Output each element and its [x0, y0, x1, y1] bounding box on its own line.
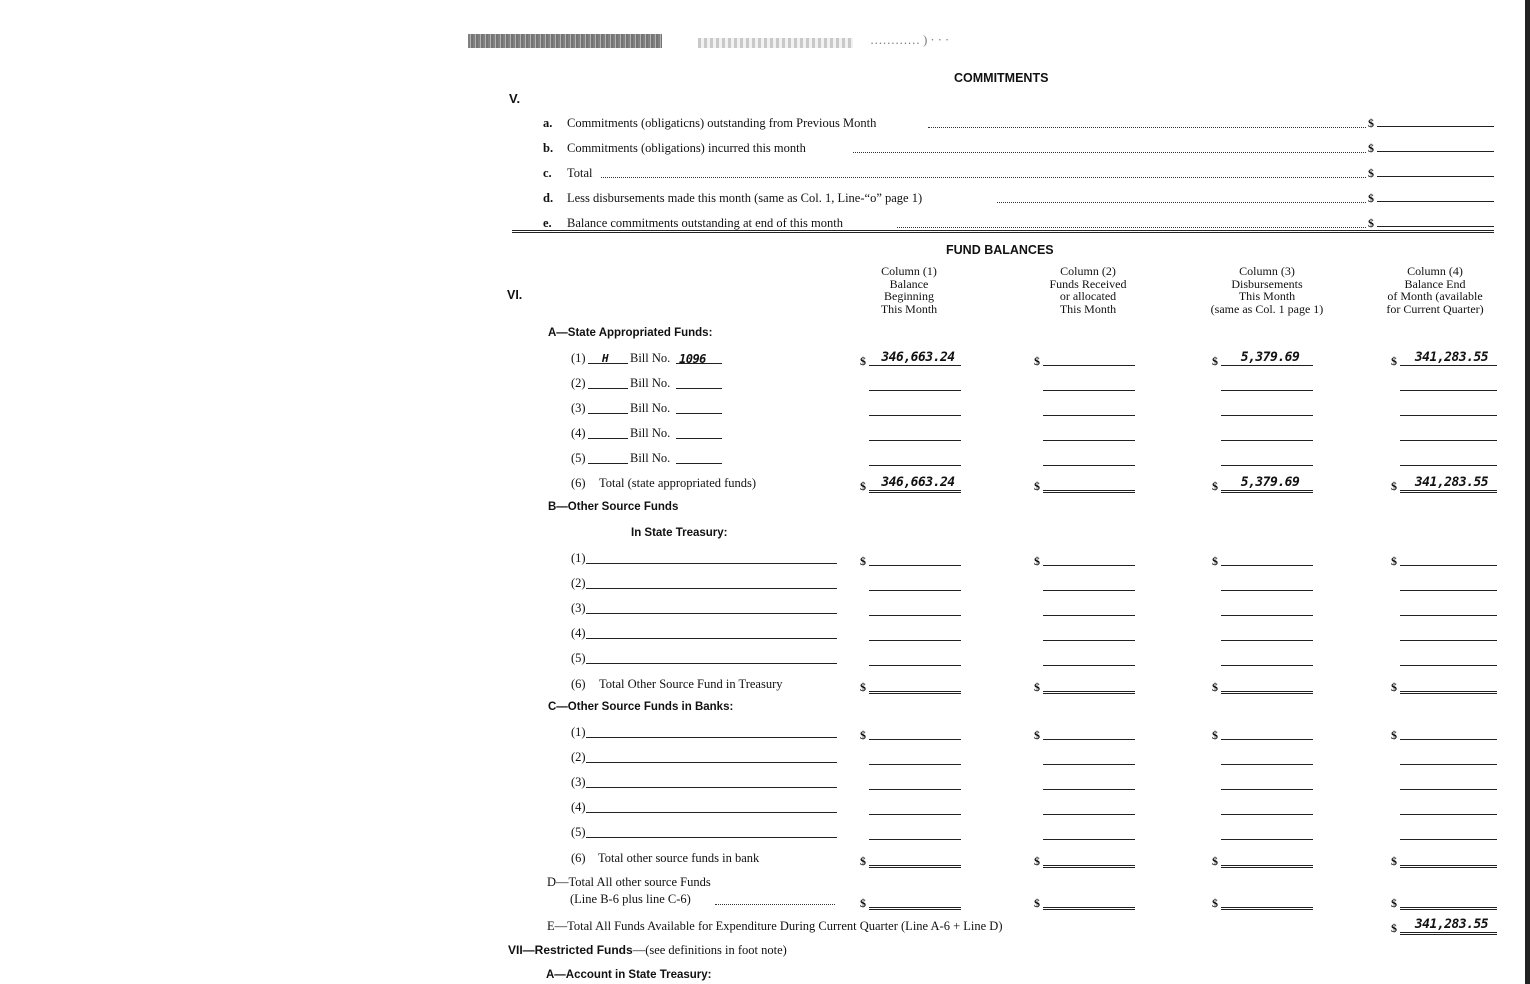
dollar-sign: $ [1034, 479, 1040, 493]
dollar-sign: $ [1034, 680, 1040, 694]
amount-underline [1400, 365, 1497, 366]
amount-underline [1043, 565, 1135, 566]
amount-underline [869, 440, 961, 441]
amount-underline [869, 764, 961, 765]
amount-underline [1043, 739, 1135, 740]
column-header-line: of Month (available [1387, 289, 1483, 303]
amount-underline [869, 865, 961, 868]
scan-smudge [468, 34, 662, 48]
bill-number-line [676, 413, 722, 414]
amount-underline [1043, 907, 1135, 910]
bill-no-label: Bill No. [630, 401, 671, 415]
amount-underline [869, 590, 961, 591]
amount-underline [1221, 590, 1313, 591]
source-name-line [586, 812, 837, 813]
page-right-edge [1525, 0, 1530, 984]
commitment-dollar-sign: $ [1368, 166, 1374, 180]
amount-underline [1221, 839, 1313, 840]
amount-underline [869, 615, 961, 616]
source-row-number: (3) [571, 601, 586, 615]
source-row-number: (4) [571, 800, 586, 814]
amount-underline [869, 739, 961, 740]
amount-underline [1400, 789, 1497, 790]
bill-prefix-value: H [602, 352, 609, 365]
dollar-sign: $ [1391, 680, 1397, 694]
section-d-leader [715, 904, 835, 905]
commitment-letter: e. [543, 216, 552, 230]
section-e-label: E—Total All Funds Available for Expenditure During Current Quarter (Line A-6 + Line D) [547, 919, 1003, 933]
dollar-sign: $ [1212, 728, 1218, 742]
commitment-letter: a. [543, 116, 553, 130]
column-header-line: or allocated [1059, 289, 1117, 303]
commitment-text: Commitments (obligaticns) outstanding from Previous Month [567, 116, 877, 130]
bill-prefix-line [588, 388, 628, 389]
total-row-number: (6) [571, 677, 586, 691]
scan-noise-text: ………… ) · · · [870, 33, 950, 47]
amount-underline [1043, 789, 1135, 790]
amount-underline [1400, 907, 1497, 910]
amount-underline [1043, 691, 1135, 694]
column-1-header [829, 265, 989, 315]
source-name-line [586, 563, 837, 564]
dollar-sign: $ [860, 479, 866, 493]
amount-underline [1400, 465, 1497, 466]
commitment-text: Commitments (obligations) incurred this month [567, 141, 806, 155]
commitment-dollar-sign: $ [1368, 191, 1374, 205]
amount-underline [869, 839, 961, 840]
amount-underline [1221, 415, 1313, 416]
commitment-letter: d. [543, 191, 554, 205]
commitments-title: COMMITMENTS [954, 71, 1049, 85]
amount-underline [1221, 565, 1313, 566]
dollar-sign: $ [1212, 354, 1218, 368]
amount-underline [1221, 789, 1313, 790]
amount-underline [869, 365, 961, 366]
dollar-sign: $ [1212, 680, 1218, 694]
amount-underline [1400, 615, 1497, 616]
amount-underline [1400, 691, 1497, 694]
amount-value: 341,283.55 [1414, 475, 1489, 490]
bill-prefix-line [588, 438, 628, 439]
amount-underline [1043, 865, 1135, 868]
fund-balances-title: FUND BALANCES [946, 243, 1054, 257]
amount-value: 341,283.55 [1414, 350, 1489, 365]
amount-underline [1221, 390, 1313, 391]
column-header-line: for Current Quarter) [1386, 301, 1484, 316]
bill-row-number: (3) [571, 401, 586, 415]
total-label: Total other source funds in bank [598, 851, 760, 865]
amount-underline [1221, 691, 1313, 694]
column-header-line: This Month [880, 301, 938, 316]
bill-number-line [676, 463, 722, 464]
bill-no-label: Bill No. [630, 351, 671, 365]
dollar-sign: $ [860, 354, 866, 368]
column-header-line: Balance [889, 276, 929, 291]
dollar-sign: $ [860, 854, 866, 868]
source-name-line [586, 837, 837, 838]
amount-underline [1043, 390, 1135, 391]
commitment-dollar-sign: $ [1368, 116, 1374, 130]
amount-underline [869, 814, 961, 815]
section-b-subheading: In State Treasury: [631, 527, 728, 539]
total-label: Total Other Source Fund in Treasury [599, 677, 783, 691]
dollar-sign: $ [1034, 728, 1040, 742]
dollar-sign: $ [1391, 354, 1397, 368]
section-vii-heading: VII—Restricted Funds [508, 943, 633, 957]
section-v-number: V. [509, 91, 521, 106]
amount-underline [1221, 640, 1313, 641]
amount-underline [1400, 390, 1497, 391]
amount-underline [869, 565, 961, 566]
amount-underline [1400, 440, 1497, 441]
amount-underline [1400, 490, 1497, 493]
source-row-number: (5) [571, 651, 586, 665]
commitment-amount-line [1377, 126, 1494, 127]
amount-underline [1400, 565, 1497, 566]
dollar-sign: $ [860, 896, 866, 910]
amount-underline [1400, 739, 1497, 740]
bill-row-number: (2) [571, 376, 586, 390]
amount-underline [1221, 490, 1313, 493]
dollar-sign: $ [860, 728, 866, 742]
amount-underline [869, 415, 961, 416]
commitment-text: Balance commitments outstanding at end of this month [567, 216, 843, 230]
amount-underline [1043, 465, 1135, 466]
amount-value: 346,663.24 [881, 350, 955, 365]
amount-underline [1043, 365, 1135, 366]
commitment-dollar-sign: $ [1368, 141, 1374, 155]
amount-underline [1400, 839, 1497, 840]
bill-row-number: (4) [571, 426, 586, 440]
commitment-leader [853, 152, 1367, 153]
amount-underline [1400, 640, 1497, 641]
amount-underline [1043, 640, 1135, 641]
bill-no-label: Bill No. [630, 451, 671, 465]
amount-underline [1221, 739, 1313, 740]
amount-underline [1221, 764, 1313, 765]
commitment-amount-line [1377, 176, 1494, 177]
dollar-sign: $ [1212, 896, 1218, 910]
dollar-sign: $ [1391, 728, 1397, 742]
column-header-line: (same as Col. 1 page 1) [1210, 301, 1324, 316]
amount-value: 341,283.55 [1414, 917, 1489, 932]
bill-row-number: (5) [571, 451, 586, 465]
dollar-sign: $ [1391, 479, 1397, 493]
dollar-sign: $ [1391, 854, 1397, 868]
section-vii-line [508, 943, 787, 958]
commitment-leader [897, 227, 1366, 228]
source-name-line [586, 762, 837, 763]
column-header-line: Column (3) [1239, 264, 1295, 278]
dollar-sign: $ [1212, 479, 1218, 493]
source-name-line [586, 737, 837, 738]
amount-underline [869, 907, 961, 910]
amount-underline [1043, 415, 1135, 416]
bill-prefix-line [588, 413, 628, 414]
amount-underline [1400, 764, 1497, 765]
column-header-line: Column (4) [1407, 264, 1463, 278]
section-vii-a-heading: A—Account in State Treasury: [546, 969, 712, 981]
amount-underline [1043, 764, 1135, 765]
commitment-letter: c. [543, 166, 552, 180]
amount-underline [1221, 440, 1313, 441]
total-label: Total (state appropriated funds) [599, 476, 757, 490]
column-header-line: This Month [1238, 289, 1296, 303]
bill-row-number: (1) [571, 351, 586, 365]
section-separator [512, 230, 1494, 233]
column-header-line: Funds Received [1049, 276, 1127, 291]
amount-underline [1043, 814, 1135, 815]
bill-no-label: Bill No. [630, 426, 671, 440]
bill-number-line [676, 438, 722, 439]
source-row-number: (1) [571, 551, 586, 565]
amount-underline [1221, 865, 1313, 868]
dollar-sign: $ [1034, 554, 1040, 568]
amount-underline [869, 640, 961, 641]
amount-underline [869, 390, 961, 391]
column-header-line: Disbursements [1231, 276, 1303, 291]
source-name-line [586, 638, 837, 639]
scan-smudge-faint [698, 38, 853, 48]
dollar-sign: $ [1391, 554, 1397, 568]
amount-value: 5,379.69 [1240, 350, 1300, 365]
dollar-sign: $ [1212, 554, 1218, 568]
amount-underline [1221, 814, 1313, 815]
amount-underline [1043, 490, 1135, 493]
dollar-sign: $ [860, 680, 866, 694]
amount-value: 346,663.24 [881, 475, 955, 490]
source-row-number: (4) [571, 626, 586, 640]
section-d-label: D—Total All other source Funds [547, 875, 711, 889]
bill-number-line [676, 388, 722, 389]
source-row-number: (2) [571, 576, 586, 590]
column-3-header [1187, 265, 1347, 315]
amount-underline [1400, 590, 1497, 591]
source-name-line [586, 613, 837, 614]
amount-underline [869, 665, 961, 666]
amount-underline [1043, 590, 1135, 591]
column-header-line: This Month [1059, 301, 1117, 316]
commitment-letter: b. [543, 141, 554, 155]
total-row-number: (6) [571, 476, 586, 490]
amount-underline [869, 465, 961, 466]
dollar-sign: $ [1034, 354, 1040, 368]
commitment-text: Total [567, 166, 593, 180]
amount-underline [1043, 615, 1135, 616]
amount-underline [1221, 615, 1313, 616]
dollar-sign: $ [1212, 854, 1218, 868]
amount-underline [1221, 665, 1313, 666]
amount-underline [869, 490, 961, 493]
column-2-header [1008, 265, 1168, 315]
source-name-line [586, 787, 837, 788]
dollar-sign: $ [860, 554, 866, 568]
amount-underline [1400, 665, 1497, 666]
bill-no-label: Bill No. [630, 376, 671, 390]
section-c-heading: C—Other Source Funds in Banks: [548, 701, 734, 713]
source-row-number: (3) [571, 775, 586, 789]
section-d-sublabel: (Line B-6 plus line C-6) [570, 892, 691, 906]
section-vi-number: VI. [507, 288, 523, 302]
section-b-heading: B—Other Source Funds [548, 501, 679, 513]
amount-underline [1221, 907, 1313, 910]
bill-prefix-line [588, 463, 628, 464]
amount-underline [1400, 814, 1497, 815]
commitment-text: Less disbursements made this month (same as Col. 1, Line-“o” page 1) [567, 191, 923, 205]
dollar-sign: $ [1034, 854, 1040, 868]
amount-underline [1221, 365, 1313, 366]
source-row-number: (1) [571, 725, 586, 739]
amount-underline [1400, 415, 1497, 416]
commitment-leader [601, 177, 1367, 178]
dollar-sign: $ [1391, 921, 1397, 935]
column-header-line: Column (1) [881, 264, 937, 278]
amount-underline [869, 691, 961, 694]
amount-underline [1043, 665, 1135, 666]
source-row-number: (5) [571, 825, 586, 839]
amount-underline [1043, 440, 1135, 441]
amount-value: 5,379.69 [1240, 475, 1300, 490]
commitment-amount-line [1377, 151, 1494, 152]
source-name-line [586, 588, 837, 589]
commitment-amount-line [1377, 201, 1494, 202]
bill-number-value: 1096 [679, 352, 706, 366]
amount-underline [1221, 465, 1313, 466]
commitment-leader [928, 127, 1366, 128]
column-header-line: Beginning [884, 289, 934, 303]
dollar-sign: $ [1391, 896, 1397, 910]
amount-underline [1400, 865, 1497, 868]
dollar-sign: $ [1034, 896, 1040, 910]
source-name-line [586, 663, 837, 664]
column-header-line: Balance End [1404, 276, 1466, 291]
commitment-amount-line [1377, 226, 1494, 227]
amount-underline [869, 789, 961, 790]
commitment-dollar-sign: $ [1368, 216, 1374, 230]
total-row-number: (6) [571, 851, 586, 865]
amount-underline [1043, 839, 1135, 840]
section-a-heading: A—State Appropriated Funds: [548, 327, 713, 339]
column-4-header [1355, 265, 1515, 315]
column-header-line: Column (2) [1060, 264, 1116, 278]
section-vii-note: —(see definitions in foot note) [632, 943, 787, 957]
source-row-number: (2) [571, 750, 586, 764]
amount-underline [1400, 932, 1497, 935]
commitment-leader [997, 202, 1366, 203]
